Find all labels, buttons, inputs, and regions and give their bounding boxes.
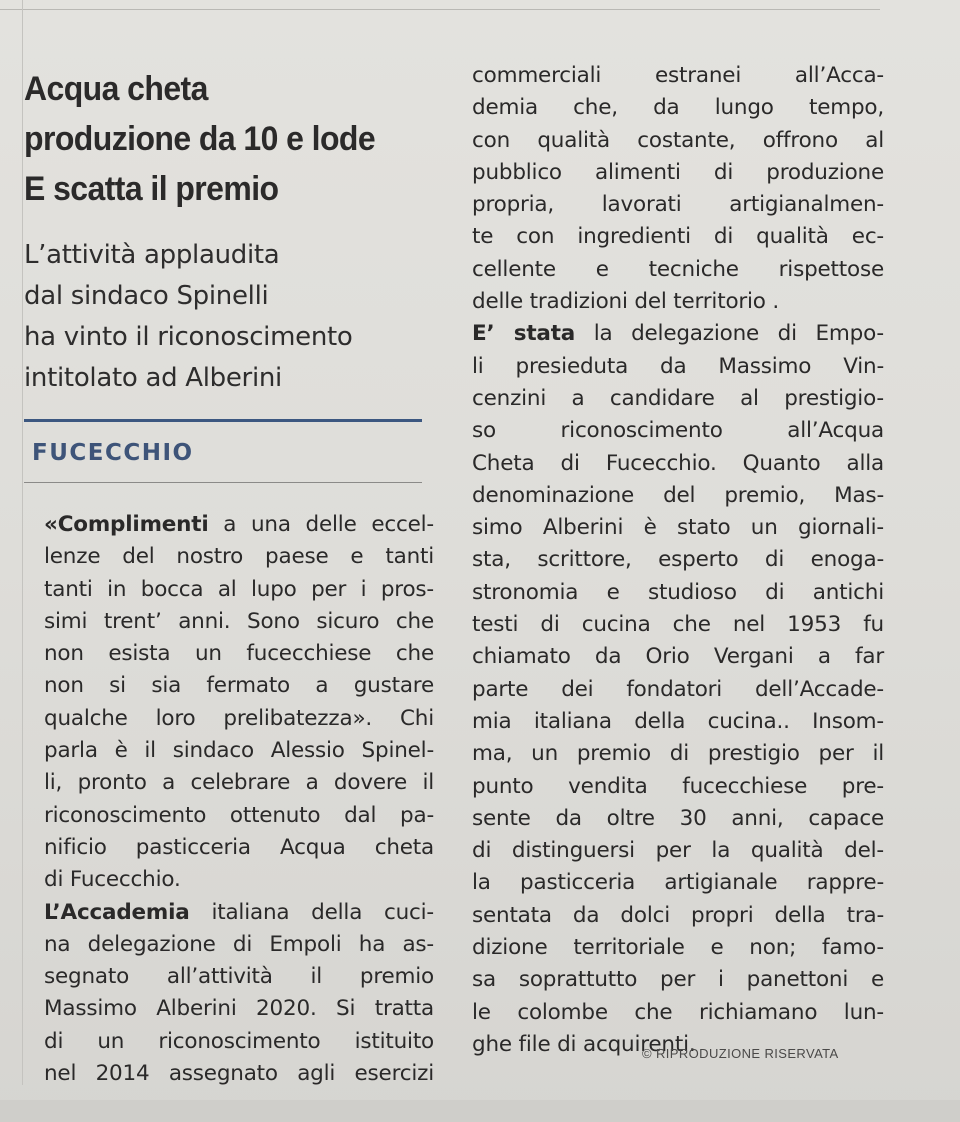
top-rule: [0, 9, 880, 10]
text-line: parte dei fondatori dell’Accade-: [472, 676, 884, 702]
paragraph: [472, 60, 884, 318]
text-line: chiamato da Orio Vergani a far: [472, 644, 884, 670]
right-column: [472, 60, 884, 1061]
paragraph: [472, 351, 884, 1062]
lead-in: L’Accademia: [44, 899, 190, 925]
text-line: le colombe che richiamano lun-: [472, 999, 884, 1025]
headline-line: E scatta il premio: [24, 170, 279, 208]
text-line: stronomia e studioso di antichi: [472, 579, 884, 605]
text-line: di distinguersi per la qualità del-: [472, 838, 884, 864]
text-line: cellente e tecniche rispettose: [472, 256, 884, 282]
lead-in: E’ stata: [472, 321, 576, 347]
page-edge: [0, 1100, 960, 1122]
lead-in: «Complimenti: [44, 512, 209, 537]
article-body-right: [472, 60, 884, 1061]
paragraph: [44, 929, 434, 1090]
text-line: te con ingredienti di qualità ec-: [472, 224, 884, 250]
section-rule-bottom: [24, 482, 422, 483]
text-line: sta, scrittore, esperto di enoga-: [472, 547, 884, 573]
subheadline-line: intitolato ad Alberini: [24, 363, 282, 393]
text-line: li presieduta da Massimo Vin-: [472, 353, 884, 379]
text-line: punto vendita fucecchiese pre-: [472, 773, 884, 799]
subheadline-line: dal sindaco Spinelli: [24, 281, 269, 311]
text-line: tanti in bocca al lupo per i pros-: [44, 576, 434, 602]
article-body-left: [24, 509, 434, 1090]
text-line: lenze del nostro paese e tanti: [44, 544, 434, 570]
text-line: la pasticceria artigianale rappre-: [472, 870, 884, 896]
text-line: non si sia fermato a gustare: [44, 673, 434, 699]
left-column-rule: [22, 0, 23, 1085]
text-line: sente da oltre 30 anni, capace: [472, 805, 884, 831]
text-line: denominazione del premio, Mas-: [472, 482, 884, 508]
copyright-notice: © RIPRODUZIONE RISERVATA: [642, 1046, 839, 1061]
text-line: qualche loro prelibatezza». Chi: [44, 705, 434, 731]
text-line: di Fucecchio.: [44, 867, 181, 893]
text-line: simo Alberini è stato un giornali-: [472, 515, 884, 541]
text-line: mia italiana della cucina.. Insom-: [472, 708, 884, 734]
text-line: delle tradizioni del territorio .: [472, 289, 780, 315]
text-line: pubblico alimenti di produzione: [472, 159, 884, 185]
subheadline-line: ha vinto il riconoscimento: [24, 322, 353, 352]
text-line: li, pronto a celebrare a dovere il: [44, 770, 434, 796]
text-line: E’ stata la delegazione di Empo-: [472, 321, 884, 347]
text-line: cenzini a candidare al prestigio-: [472, 385, 884, 411]
text-line: «Complimenti a una delle eccel-: [44, 512, 434, 537]
text-line: testi di cucina che nel 1953 fu: [472, 612, 884, 638]
text-line: con qualità costante, offrono al: [472, 127, 884, 153]
left-column: [24, 64, 434, 1090]
text-line: nificio pasticceria Acqua cheta: [44, 834, 434, 860]
text-line: ghe file di acquirenti.: [472, 1031, 696, 1057]
headline-line: produzione da 10 e lode: [24, 120, 376, 158]
section-label: FUCECCHIO: [32, 440, 194, 466]
text-line: ma, un premio di prestigio per il: [472, 741, 884, 767]
text-line: simi trent’ anni. Sono sicuro che: [44, 608, 434, 634]
text-line: riconoscimento ottenuto dal pa-: [44, 802, 434, 828]
text-line: commerciali estranei all’Acca-: [472, 63, 884, 88]
text-line: demia che, da lungo tempo,: [472, 95, 884, 121]
subheadline: [24, 235, 434, 399]
text-line: L’Accademia italiana della cuci-: [44, 899, 434, 925]
text-line: non esista un fucecchiese che: [44, 641, 434, 667]
text-line: sa soprattutto per i panettoni e: [472, 967, 884, 993]
text-line: Cheta di Fucecchio. Quanto alla: [472, 450, 884, 476]
paragraph: [44, 541, 434, 896]
text-line: so riconoscimento all’Acqua: [472, 418, 884, 444]
text-line: dizione territoriale e non; famo-: [472, 935, 884, 961]
text-line: nel 2014 assegnato agli esercizi: [44, 1061, 434, 1087]
text-line: propria, lavorati artigianalmen-: [472, 192, 884, 218]
headline-line: Acqua cheta: [24, 70, 208, 108]
text-line: Massimo Alberini 2020. Si tratta: [44, 996, 434, 1022]
headline: [24, 64, 409, 214]
subheadline-line: L’attività applaudita: [24, 240, 280, 270]
text-line: sentata da dolci propri della tra-: [472, 902, 884, 928]
text-line: na delegazione di Empoli ha as-: [44, 931, 434, 957]
text-line: segnato all’attività il premio: [44, 964, 434, 990]
section-rule-top: [24, 419, 422, 422]
text-line: di un riconoscimento istituito: [44, 1028, 434, 1054]
text-line: parla è il sindaco Alessio Spinel-: [44, 738, 434, 764]
